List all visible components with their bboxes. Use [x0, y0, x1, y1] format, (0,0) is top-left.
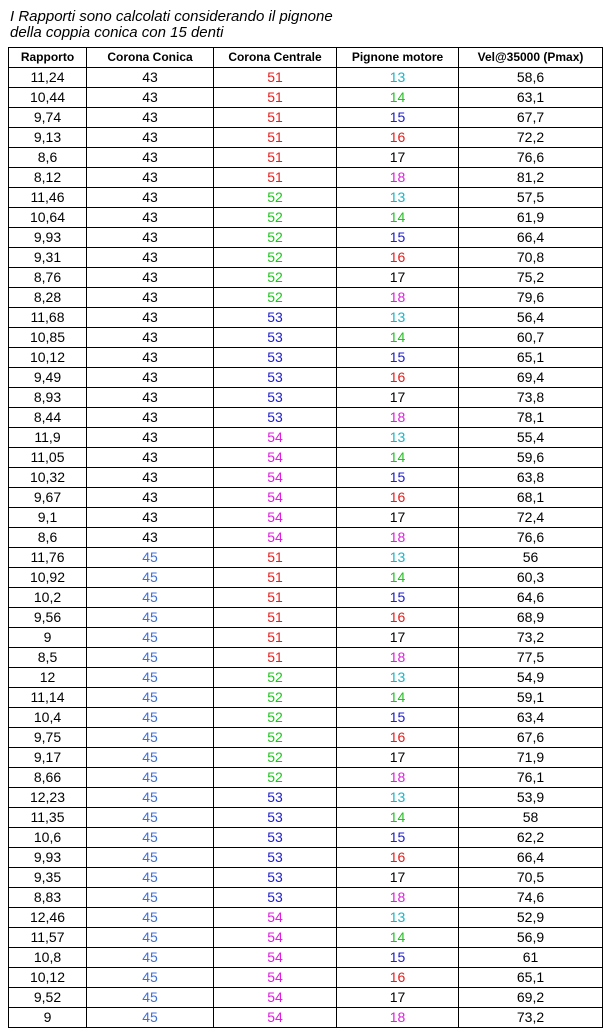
table-row [9, 68, 603, 88]
cell-corona-centrale: 54 [214, 448, 337, 468]
cell-rapporto: 10,44 [9, 88, 87, 108]
cell-pignone-motore: 13 [337, 668, 459, 688]
header-rapporto: Rapporto [9, 48, 87, 68]
cell-corona-centrale: 54 [214, 488, 337, 508]
cell-corona-conica: 43 [87, 448, 214, 468]
cell-velocita: 66,4 [459, 228, 603, 248]
table-row [9, 228, 603, 248]
table-body [9, 68, 603, 1028]
cell-rapporto: 8,93 [9, 388, 87, 408]
cell-velocita: 56,9 [459, 928, 603, 948]
cell-rapporto: 11,68 [9, 308, 87, 328]
cell-velocita: 81,2 [459, 168, 603, 188]
cell-corona-centrale: 51 [214, 628, 337, 648]
cell-velocita: 63,8 [459, 468, 603, 488]
cell-rapporto: 10,64 [9, 208, 87, 228]
cell-rapporto: 9 [9, 1008, 87, 1028]
table-row [9, 688, 603, 708]
cell-corona-conica: 45 [87, 988, 214, 1008]
cell-corona-conica: 43 [87, 348, 214, 368]
cell-corona-conica: 43 [87, 388, 214, 408]
cell-corona-conica: 45 [87, 768, 214, 788]
table-row [9, 128, 603, 148]
cell-corona-centrale: 54 [214, 988, 337, 1008]
cell-pignone-motore: 13 [337, 788, 459, 808]
cell-pignone-motore: 14 [337, 688, 459, 708]
cell-corona-conica: 45 [87, 908, 214, 928]
cell-pignone-motore: 15 [337, 588, 459, 608]
cell-rapporto: 11,35 [9, 808, 87, 828]
cell-velocita: 79,6 [459, 288, 603, 308]
cell-velocita: 70,5 [459, 868, 603, 888]
cell-rapporto: 10,12 [9, 348, 87, 368]
cell-rapporto: 12,23 [9, 788, 87, 808]
table-row [9, 388, 603, 408]
cell-rapporto: 8,28 [9, 288, 87, 308]
cell-corona-conica: 45 [87, 568, 214, 588]
cell-rapporto: 11,05 [9, 448, 87, 468]
cell-pignone-motore: 15 [337, 708, 459, 728]
cell-rapporto: 9,17 [9, 748, 87, 768]
cell-pignone-motore: 13 [337, 188, 459, 208]
cell-rapporto: 10,4 [9, 708, 87, 728]
table-row [9, 168, 603, 188]
table-row [9, 628, 603, 648]
table-row [9, 808, 603, 828]
cell-velocita: 65,1 [459, 348, 603, 368]
cell-pignone-motore: 13 [337, 308, 459, 328]
cell-rapporto: 12 [9, 668, 87, 688]
cell-pignone-motore: 16 [337, 728, 459, 748]
table-row [9, 348, 603, 368]
cell-corona-conica: 45 [87, 708, 214, 728]
cell-pignone-motore: 18 [337, 768, 459, 788]
cell-rapporto: 9,1 [9, 508, 87, 528]
cell-velocita: 68,1 [459, 488, 603, 508]
page-title [10, 9, 600, 41]
cell-velocita: 63,4 [459, 708, 603, 728]
cell-rapporto: 9,13 [9, 128, 87, 148]
cell-velocita: 55,4 [459, 428, 603, 448]
cell-rapporto: 9,31 [9, 248, 87, 268]
cell-corona-conica: 45 [87, 968, 214, 988]
cell-corona-centrale: 53 [214, 828, 337, 848]
cell-corona-centrale: 51 [214, 88, 337, 108]
cell-pignone-motore: 13 [337, 908, 459, 928]
cell-velocita: 57,5 [459, 188, 603, 208]
cell-rapporto: 9,49 [9, 368, 87, 388]
table-row [9, 148, 603, 168]
cell-velocita: 68,9 [459, 608, 603, 628]
cell-corona-centrale: 53 [214, 308, 337, 328]
cell-corona-conica: 43 [87, 88, 214, 108]
cell-velocita: 65,1 [459, 968, 603, 988]
cell-corona-conica: 43 [87, 488, 214, 508]
cell-corona-conica: 45 [87, 628, 214, 648]
cell-corona-centrale: 54 [214, 468, 337, 488]
cell-pignone-motore: 16 [337, 608, 459, 628]
cell-velocita: 76,6 [459, 148, 603, 168]
cell-corona-conica: 43 [87, 188, 214, 208]
cell-velocita: 78,1 [459, 408, 603, 428]
cell-pignone-motore: 16 [337, 248, 459, 268]
table-row [9, 928, 603, 948]
table-row [9, 368, 603, 388]
cell-corona-centrale: 51 [214, 588, 337, 608]
cell-rapporto: 8,83 [9, 888, 87, 908]
cell-corona-centrale: 52 [214, 188, 337, 208]
cell-corona-centrale: 53 [214, 368, 337, 388]
cell-corona-conica: 43 [87, 528, 214, 548]
cell-corona-conica: 43 [87, 288, 214, 308]
table-row [9, 308, 603, 328]
cell-velocita: 67,7 [459, 108, 603, 128]
table-row [9, 328, 603, 348]
cell-corona-centrale: 52 [214, 748, 337, 768]
cell-pignone-motore: 15 [337, 348, 459, 368]
cell-velocita: 56 [459, 548, 603, 568]
table-row [9, 828, 603, 848]
cell-corona-centrale: 54 [214, 1008, 337, 1028]
table-row [9, 988, 603, 1008]
cell-pignone-motore: 15 [337, 108, 459, 128]
cell-rapporto: 10,12 [9, 968, 87, 988]
cell-velocita: 71,9 [459, 748, 603, 768]
cell-corona-conica: 45 [87, 928, 214, 948]
cell-corona-centrale: 51 [214, 568, 337, 588]
cell-corona-centrale: 52 [214, 768, 337, 788]
cell-corona-conica: 43 [87, 408, 214, 428]
cell-corona-conica: 43 [87, 148, 214, 168]
cell-pignone-motore: 15 [337, 468, 459, 488]
header-corona-conica: Corona Conica [87, 48, 214, 68]
table-row [9, 428, 603, 448]
cell-pignone-motore: 14 [337, 808, 459, 828]
cell-velocita: 58,6 [459, 68, 603, 88]
cell-velocita: 52,9 [459, 908, 603, 928]
cell-pignone-motore: 17 [337, 268, 459, 288]
cell-corona-conica: 43 [87, 128, 214, 148]
header-corona-centrale: Corona Centrale [214, 48, 337, 68]
cell-rapporto: 12,46 [9, 908, 87, 928]
cell-velocita: 73,8 [459, 388, 603, 408]
cell-rapporto: 9,74 [9, 108, 87, 128]
table-row [9, 208, 603, 228]
title-line-1: I Rapporti sono calcolati considerando il pignone [10, 8, 333, 25]
cell-corona-centrale: 52 [214, 228, 337, 248]
table-row [9, 488, 603, 508]
cell-rapporto: 11,14 [9, 688, 87, 708]
cell-pignone-motore: 16 [337, 848, 459, 868]
cell-pignone-motore: 15 [337, 948, 459, 968]
cell-rapporto: 10,2 [9, 588, 87, 608]
title-line-2: della coppia conica con 15 denti [10, 24, 224, 41]
cell-corona-centrale: 54 [214, 528, 337, 548]
cell-velocita: 53,9 [459, 788, 603, 808]
cell-corona-conica: 43 [87, 508, 214, 528]
cell-corona-conica: 45 [87, 828, 214, 848]
gear-ratio-table [8, 47, 603, 1028]
cell-corona-conica: 43 [87, 228, 214, 248]
cell-velocita: 59,6 [459, 448, 603, 468]
cell-rapporto: 9 [9, 628, 87, 648]
cell-corona-conica: 43 [87, 68, 214, 88]
cell-corona-conica: 43 [87, 168, 214, 188]
cell-corona-centrale: 52 [214, 708, 337, 728]
table-header-row [9, 48, 603, 68]
table-row [9, 848, 603, 868]
cell-pignone-motore: 16 [337, 488, 459, 508]
cell-velocita: 56,4 [459, 308, 603, 328]
cell-pignone-motore: 18 [337, 648, 459, 668]
cell-velocita: 58 [459, 808, 603, 828]
table-row [9, 508, 603, 528]
table-row [9, 668, 603, 688]
cell-corona-conica: 45 [87, 948, 214, 968]
cell-pignone-motore: 13 [337, 548, 459, 568]
cell-rapporto: 9,52 [9, 988, 87, 1008]
cell-velocita: 73,2 [459, 628, 603, 648]
cell-corona-conica: 43 [87, 328, 214, 348]
cell-corona-conica: 45 [87, 548, 214, 568]
cell-pignone-motore: 17 [337, 748, 459, 768]
cell-corona-conica: 43 [87, 368, 214, 388]
cell-velocita: 54,9 [459, 668, 603, 688]
cell-velocita: 72,2 [459, 128, 603, 148]
cell-corona-conica: 43 [87, 308, 214, 328]
cell-velocita: 62,2 [459, 828, 603, 848]
table-row [9, 728, 603, 748]
cell-corona-conica: 45 [87, 588, 214, 608]
cell-corona-centrale: 52 [214, 668, 337, 688]
header-velocita: Vel@35000 (Pmax) [459, 48, 603, 68]
table-row [9, 548, 603, 568]
cell-velocita: 76,1 [459, 768, 603, 788]
cell-velocita: 72,4 [459, 508, 603, 528]
cell-corona-conica: 45 [87, 688, 214, 708]
cell-corona-centrale: 51 [214, 548, 337, 568]
cell-corona-conica: 43 [87, 268, 214, 288]
cell-rapporto: 9,56 [9, 608, 87, 628]
cell-velocita: 76,6 [459, 528, 603, 548]
cell-pignone-motore: 14 [337, 88, 459, 108]
cell-pignone-motore: 15 [337, 228, 459, 248]
table-row [9, 888, 603, 908]
cell-corona-centrale: 52 [214, 208, 337, 228]
cell-rapporto: 8,66 [9, 768, 87, 788]
cell-rapporto: 8,6 [9, 528, 87, 548]
table-row [9, 408, 603, 428]
cell-corona-centrale: 53 [214, 888, 337, 908]
table-row [9, 948, 603, 968]
cell-corona-centrale: 52 [214, 268, 337, 288]
cell-rapporto: 10,6 [9, 828, 87, 848]
cell-corona-centrale: 53 [214, 388, 337, 408]
cell-velocita: 61 [459, 948, 603, 968]
header-pignone-motore: Pignone motore [337, 48, 459, 68]
cell-rapporto: 8,44 [9, 408, 87, 428]
cell-velocita: 69,4 [459, 368, 603, 388]
cell-corona-centrale: 53 [214, 788, 337, 808]
cell-corona-centrale: 51 [214, 648, 337, 668]
cell-corona-conica: 45 [87, 848, 214, 868]
table-row [9, 88, 603, 108]
table-row [9, 608, 603, 628]
cell-rapporto: 10,92 [9, 568, 87, 588]
cell-pignone-motore: 15 [337, 828, 459, 848]
cell-corona-centrale: 53 [214, 408, 337, 428]
cell-pignone-motore: 14 [337, 448, 459, 468]
table-row [9, 448, 603, 468]
cell-velocita: 75,2 [459, 268, 603, 288]
cell-velocita: 77,5 [459, 648, 603, 668]
table-row [9, 788, 603, 808]
cell-pignone-motore: 14 [337, 568, 459, 588]
cell-pignone-motore: 17 [337, 868, 459, 888]
cell-pignone-motore: 16 [337, 128, 459, 148]
cell-corona-conica: 43 [87, 248, 214, 268]
cell-velocita: 73,2 [459, 1008, 603, 1028]
table-row [9, 268, 603, 288]
cell-corona-conica: 43 [87, 208, 214, 228]
cell-rapporto: 11,9 [9, 428, 87, 448]
cell-rapporto: 9,93 [9, 228, 87, 248]
cell-rapporto: 10,8 [9, 948, 87, 968]
cell-corona-conica: 45 [87, 748, 214, 768]
cell-rapporto: 11,24 [9, 68, 87, 88]
cell-pignone-motore: 17 [337, 148, 459, 168]
cell-rapporto: 8,6 [9, 148, 87, 168]
cell-corona-centrale: 53 [214, 868, 337, 888]
cell-corona-centrale: 51 [214, 108, 337, 128]
cell-pignone-motore: 13 [337, 68, 459, 88]
table-row [9, 248, 603, 268]
table-row [9, 968, 603, 988]
cell-rapporto: 11,57 [9, 928, 87, 948]
table-row [9, 1008, 603, 1028]
cell-corona-conica: 43 [87, 428, 214, 448]
cell-corona-centrale: 51 [214, 168, 337, 188]
cell-velocita: 59,1 [459, 688, 603, 708]
cell-corona-centrale: 54 [214, 928, 337, 948]
table-row [9, 568, 603, 588]
table-row [9, 108, 603, 128]
cell-corona-conica: 45 [87, 1008, 214, 1028]
cell-corona-conica: 45 [87, 668, 214, 688]
cell-pignone-motore: 16 [337, 368, 459, 388]
table-row [9, 708, 603, 728]
cell-pignone-motore: 17 [337, 988, 459, 1008]
cell-velocita: 64,6 [459, 588, 603, 608]
cell-velocita: 63,1 [459, 88, 603, 108]
cell-corona-conica: 43 [87, 468, 214, 488]
cell-corona-centrale: 52 [214, 688, 337, 708]
cell-rapporto: 10,85 [9, 328, 87, 348]
cell-pignone-motore: 18 [337, 288, 459, 308]
table-row [9, 528, 603, 548]
cell-pignone-motore: 16 [337, 968, 459, 988]
cell-pignone-motore: 18 [337, 408, 459, 428]
cell-rapporto: 8,76 [9, 268, 87, 288]
cell-rapporto: 8,12 [9, 168, 87, 188]
cell-velocita: 67,6 [459, 728, 603, 748]
cell-corona-centrale: 54 [214, 508, 337, 528]
cell-corona-centrale: 53 [214, 328, 337, 348]
cell-corona-conica: 45 [87, 868, 214, 888]
table-row [9, 768, 603, 788]
table-row [9, 468, 603, 488]
cell-velocita: 60,3 [459, 568, 603, 588]
cell-rapporto: 9,67 [9, 488, 87, 508]
cell-corona-conica: 45 [87, 728, 214, 748]
cell-corona-conica: 43 [87, 108, 214, 128]
cell-pignone-motore: 18 [337, 1008, 459, 1028]
cell-pignone-motore: 18 [337, 528, 459, 548]
cell-pignone-motore: 18 [337, 168, 459, 188]
table-row [9, 588, 603, 608]
cell-velocita: 69,2 [459, 988, 603, 1008]
cell-rapporto: 11,46 [9, 188, 87, 208]
cell-velocita: 74,6 [459, 888, 603, 908]
cell-rapporto: 9,35 [9, 868, 87, 888]
cell-corona-centrale: 53 [214, 848, 337, 868]
cell-corona-centrale: 52 [214, 728, 337, 748]
cell-velocita: 66,4 [459, 848, 603, 868]
cell-pignone-motore: 18 [337, 888, 459, 908]
cell-rapporto: 10,32 [9, 468, 87, 488]
table-row [9, 288, 603, 308]
cell-pignone-motore: 17 [337, 388, 459, 408]
cell-pignone-motore: 14 [337, 208, 459, 228]
cell-corona-centrale: 51 [214, 128, 337, 148]
cell-corona-conica: 45 [87, 888, 214, 908]
table-row [9, 188, 603, 208]
cell-corona-conica: 45 [87, 808, 214, 828]
table-row [9, 868, 603, 888]
cell-corona-centrale: 53 [214, 808, 337, 828]
cell-pignone-motore: 17 [337, 628, 459, 648]
cell-corona-centrale: 52 [214, 248, 337, 268]
cell-rapporto: 11,76 [9, 548, 87, 568]
cell-pignone-motore: 13 [337, 428, 459, 448]
cell-corona-centrale: 54 [214, 968, 337, 988]
cell-corona-conica: 45 [87, 788, 214, 808]
cell-velocita: 61,9 [459, 208, 603, 228]
cell-corona-centrale: 51 [214, 68, 337, 88]
cell-velocita: 60,7 [459, 328, 603, 348]
cell-pignone-motore: 14 [337, 328, 459, 348]
cell-velocita: 70,8 [459, 248, 603, 268]
cell-rapporto: 9,75 [9, 728, 87, 748]
cell-pignone-motore: 14 [337, 928, 459, 948]
cell-corona-conica: 45 [87, 608, 214, 628]
cell-corona-centrale: 53 [214, 348, 337, 368]
table-row [9, 748, 603, 768]
cell-corona-centrale: 54 [214, 428, 337, 448]
cell-corona-centrale: 54 [214, 948, 337, 968]
cell-pignone-motore: 17 [337, 508, 459, 528]
cell-corona-centrale: 54 [214, 908, 337, 928]
cell-rapporto: 8,5 [9, 648, 87, 668]
cell-rapporto: 9,93 [9, 848, 87, 868]
cell-corona-centrale: 52 [214, 288, 337, 308]
cell-corona-centrale: 51 [214, 148, 337, 168]
table-row [9, 908, 603, 928]
table-row [9, 648, 603, 668]
cell-corona-centrale: 51 [214, 608, 337, 628]
cell-corona-conica: 45 [87, 648, 214, 668]
